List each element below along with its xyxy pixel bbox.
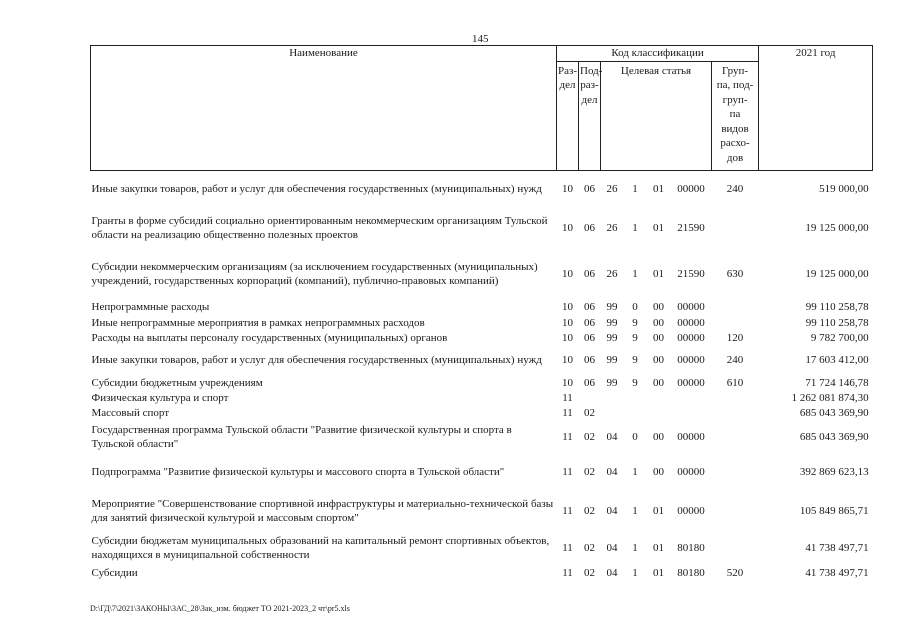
row-amount: 685 043 369,90: [799, 431, 869, 443]
row-razdel: 10: [562, 267, 573, 280]
row-vid: [712, 207, 759, 248]
row-razdel: 10: [562, 182, 573, 195]
row-cs-event: 01: [653, 221, 664, 234]
row-amount: 19 125 000,00: [805, 267, 869, 280]
row-razdel: 11: [562, 391, 573, 404]
row-podrazdel: 06: [584, 331, 595, 344]
row-podrazdel: 06: [584, 376, 595, 389]
page-number: 145: [472, 33, 489, 45]
row-cs-event: [647, 390, 671, 405]
row-cs-direction: 21590: [677, 267, 705, 280]
row-cs-program: 04: [606, 505, 618, 517]
header-name: Наименование: [91, 46, 557, 171]
row-amount: 392 869 623,13: [799, 466, 869, 478]
row-amount: 519 000,00: [819, 182, 869, 195]
header-vid-line: па: [729, 108, 741, 120]
table-row: [91, 421, 873, 453]
row-cs-subprogram: 1: [632, 542, 638, 554]
row-podrazdel: 06: [584, 182, 595, 195]
row-name: Государственная программа Тульской области "Развитие физической культуры и спорта в Тульской области": [91, 424, 512, 450]
row-cs-subprogram: [624, 405, 647, 421]
row-cs-program: 26: [606, 182, 618, 195]
row-cs-program: 99: [606, 331, 618, 344]
row-vid: [712, 421, 759, 453]
row-podrazdel: 06: [584, 354, 595, 366]
row-name: Иные закупки товаров, работ и услуг для обеспечения государственных (муниципальных) нужд: [91, 354, 542, 366]
table-row: [91, 491, 873, 531]
row-cs-program: 99: [606, 316, 618, 329]
row-cs-program: 26: [606, 221, 618, 234]
row-amount: 99 110 258,78: [805, 316, 869, 329]
row-podrazdel: 06: [584, 301, 595, 313]
header-razdel-line: Раз-: [558, 64, 578, 77]
row-cs-event: 00: [653, 466, 664, 478]
row-podrazdel: 02: [584, 407, 595, 419]
row-name: Подпрограмма "Развитие физической культуры и массового спорта в Тульской области": [91, 466, 505, 478]
row-vid: [712, 390, 759, 405]
row-vid: [712, 405, 759, 421]
row-cs-event: 00: [653, 316, 664, 329]
row-cs-subprogram: 1: [632, 466, 638, 478]
row-name: Субсидии бюджетам муниципальных образований на капитальный ремонт спортивных объектов, находящихся в муниципальной собственности: [91, 535, 550, 561]
header-podrazdel-line: дел: [581, 93, 598, 106]
row-cs-direction: 00000: [677, 182, 705, 195]
row-amount: 71 724 146,78: [805, 376, 869, 389]
row-cs-program: 04: [606, 566, 618, 579]
header-podrazdel-line: раз-: [580, 79, 599, 91]
header-podrazdel-line: Под-: [580, 64, 603, 77]
row-vid: 240: [726, 354, 744, 366]
file-path-footer: D:\ГД\7\2021\ЗАКОНЫ\ЗАС_28\Зак_изм. бюджет ТО 2021-2023_2 чт\pr5.xls: [90, 604, 350, 613]
table-row: [91, 453, 873, 491]
row-cs-direction: 00000: [677, 316, 705, 329]
row-amount: 99 110 258,78: [805, 301, 869, 313]
row-razdel: 10: [562, 316, 573, 329]
row-cs-event: 00: [653, 301, 664, 313]
row-name: Субсидии: [91, 566, 138, 579]
row-razdel: 11: [562, 407, 573, 419]
row-vid: [712, 299, 759, 315]
row-cs-program: 99: [606, 301, 618, 313]
row-razdel: 10: [562, 376, 573, 389]
row-cs-program: 04: [606, 542, 618, 554]
row-vid: 520: [726, 566, 744, 579]
row-cs-direction: 00000: [677, 331, 705, 344]
row-cs-event: 00: [653, 376, 664, 389]
header-vid-line: па, под-: [716, 79, 754, 91]
table-row: [91, 390, 873, 405]
row-amount: 41 738 497,71: [805, 566, 869, 579]
row-name: Физическая культура и спорт: [91, 391, 229, 404]
row-name: Гранты в форме субсидий социально ориентированным некоммерческим организациям Тульской области на реализацию общественно полезных проектов: [91, 214, 548, 241]
header-podrazdel: [579, 61, 601, 170]
row-razdel: 10: [562, 301, 573, 313]
row-amount: 17 603 412,00: [805, 354, 869, 366]
row-razdel: 10: [562, 354, 573, 366]
row-podrazdel: 02: [584, 431, 595, 443]
row-podrazdel: 02: [584, 566, 595, 579]
row-razdel: 11: [562, 505, 573, 517]
row-cs-direction: 00000: [677, 376, 705, 389]
table-row: [91, 330, 873, 345]
row-name: Иные закупки товаров, работ и услуг для обеспечения государственных (муниципальных) нужд: [91, 182, 542, 195]
row-cs-direction: 00000: [677, 354, 705, 366]
row-vid: 240: [726, 182, 744, 195]
table-row: [91, 565, 873, 580]
row-podrazdel: [579, 390, 601, 405]
row-name: Субсидии некоммерческим организациям (за исключением государственных (муниципальных) учреждений, государственных корпораций (компаний), публично-правовых компаний): [91, 260, 538, 287]
row-cs-subprogram: 9: [632, 316, 638, 329]
table-row: [91, 315, 873, 330]
table-row: [91, 405, 873, 421]
row-vid: 610: [726, 376, 744, 389]
row-amount: 19 125 000,00: [805, 221, 869, 234]
row-razdel: 10: [562, 221, 573, 234]
header-target: Целевая статья: [601, 61, 712, 170]
row-name: Иные непрограммные мероприятия в рамках непрограммных расходов: [91, 316, 425, 329]
row-cs-subprogram: 1: [632, 505, 638, 517]
row-cs-subprogram: 9: [632, 331, 638, 344]
row-podrazdel: 02: [584, 542, 595, 554]
row-cs-subprogram: 0: [632, 431, 638, 443]
row-vid: [712, 531, 759, 565]
row-razdel: 11: [562, 431, 573, 443]
row-cs-direction: 80180: [677, 542, 705, 554]
row-cs-program: 99: [606, 354, 618, 366]
row-vid: [712, 315, 759, 330]
row-cs-subprogram: 1: [632, 182, 638, 195]
row-cs-event: 01: [653, 182, 664, 195]
row-podrazdel: 06: [584, 221, 595, 234]
row-cs-direction: 00000: [677, 301, 705, 313]
row-podrazdel: 02: [584, 466, 595, 478]
table-row: [91, 207, 873, 248]
table-row: [91, 170, 873, 207]
row-cs-direction: 00000: [677, 431, 705, 443]
header-code-group: Код классификации: [557, 46, 759, 62]
row-cs-subprogram: 0: [632, 301, 638, 313]
row-cs-direction: 80180: [677, 566, 705, 579]
row-podrazdel: 06: [584, 267, 595, 280]
row-cs-subprogram: 1: [632, 221, 638, 234]
row-cs-program: [601, 405, 624, 421]
row-cs-program: 99: [606, 376, 618, 389]
row-cs-direction: 00000: [677, 505, 705, 517]
header-vid-line: Груп-: [722, 64, 749, 77]
row-cs-direction: [671, 390, 712, 405]
row-cs-program: [601, 390, 624, 405]
row-razdel: 10: [562, 331, 573, 344]
row-name: Расходы на выплаты персоналу государственных (муниципальных) органов: [91, 331, 448, 344]
row-cs-subprogram: 1: [632, 267, 638, 280]
row-podrazdel: 02: [584, 505, 595, 517]
row-cs-event: 01: [653, 542, 664, 554]
row-cs-event: 00: [653, 331, 664, 344]
row-razdel: 11: [562, 466, 573, 478]
row-cs-subprogram: [624, 390, 647, 405]
row-cs-subprogram: 1: [632, 566, 638, 579]
row-razdel: 11: [562, 542, 573, 554]
row-cs-event: 01: [653, 505, 664, 517]
header-vid: [712, 61, 759, 170]
row-cs-program: 04: [606, 431, 618, 443]
header-razdel-line: дел: [559, 79, 576, 91]
row-name: Массовый спорт: [91, 407, 170, 419]
row-cs-event: [647, 405, 671, 421]
row-name: Непрограммные расходы: [91, 301, 210, 313]
header-razdel: [557, 61, 579, 170]
row-name: Мероприятие "Совершенствование спортивной инфраструктуры и материально-технической базы для занятий физической культурой и массовым спортом": [91, 498, 554, 524]
row-podrazdel: 06: [584, 316, 595, 329]
table-row: [91, 375, 873, 390]
row-amount: 685 043 369,90: [799, 407, 869, 419]
table-row: [91, 248, 873, 299]
row-cs-event: 01: [653, 566, 664, 579]
row-amount: 41 738 497,71: [805, 542, 869, 554]
header-vid-line: видов: [721, 122, 749, 135]
row-cs-program: 26: [606, 267, 618, 280]
row-cs-subprogram: 9: [632, 376, 638, 389]
row-cs-direction: 21590: [677, 221, 705, 234]
row-vid: [712, 491, 759, 531]
table-row: [91, 299, 873, 315]
row-cs-direction: 00000: [677, 466, 705, 478]
row-cs-event: 01: [653, 267, 664, 280]
header-vid-line: дов: [726, 151, 744, 164]
row-vid: [712, 453, 759, 491]
row-razdel: 11: [562, 566, 573, 579]
table-row: [91, 345, 873, 375]
row-vid: 120: [726, 331, 744, 344]
row-cs-event: 00: [653, 354, 664, 366]
row-amount: 105 849 865,71: [799, 505, 869, 517]
row-amount: 9 782 700,00: [810, 331, 869, 344]
budget-table: [90, 45, 873, 580]
row-cs-program: 04: [606, 466, 618, 478]
row-cs-subprogram: 9: [632, 354, 638, 366]
header-vid-line: расхо-: [720, 137, 750, 149]
table-row: [91, 531, 873, 565]
row-cs-event: 00: [653, 431, 664, 443]
header-vid-line: груп-: [722, 93, 748, 106]
row-vid: 630: [726, 267, 744, 280]
row-cs-direction: [671, 405, 712, 421]
header-year: 2021 год: [759, 46, 873, 171]
row-amount: 1 262 081 874,30: [791, 391, 869, 404]
row-name: Субсидии бюджетным учреждениям: [91, 376, 263, 389]
